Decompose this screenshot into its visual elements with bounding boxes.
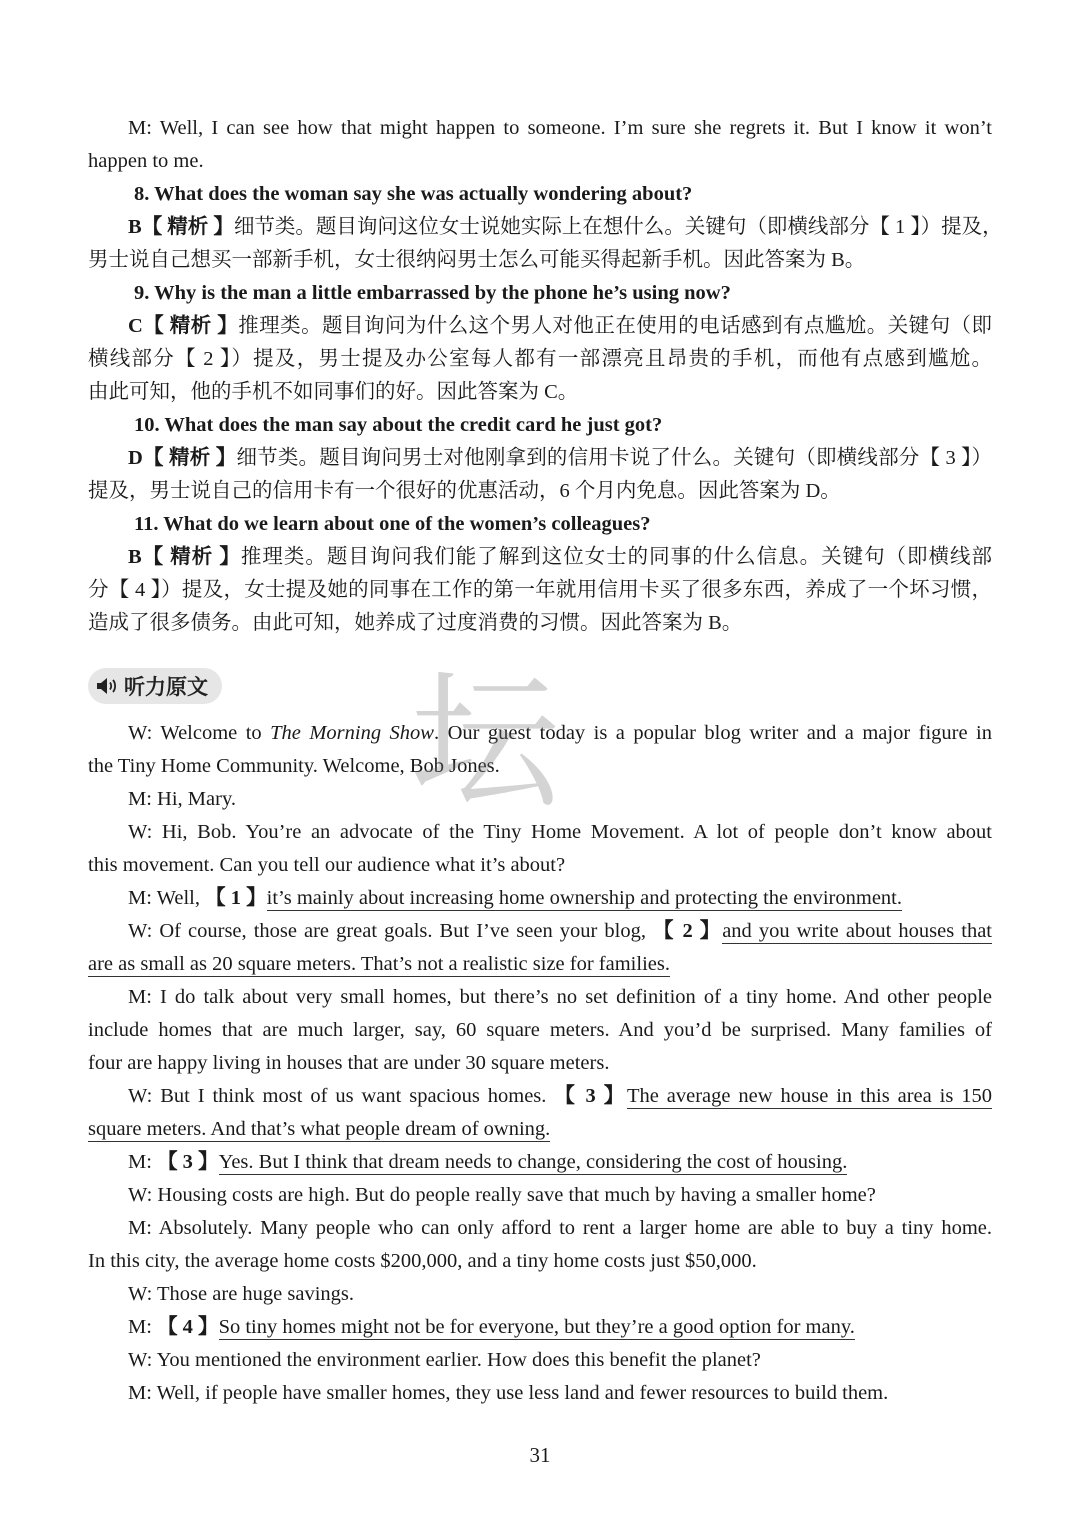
key-sentence: Yes. But I think that dream needs to change, considering the cost of housing.	[218, 1151, 848, 1173]
analysis-tag: 【 精析 】	[142, 447, 237, 469]
transcript-line	[88, 1113, 992, 1146]
answer-letter: D	[128, 447, 143, 469]
transcript-line: M: I do talk about very small homes, but there’s no set definition of a tiny home. And other people	[128, 986, 992, 1008]
transcript-line: this movement. Can you tell our audience what it’s about?	[88, 854, 566, 876]
transcript-line: happen to me.	[88, 150, 204, 172]
answer-8-line	[88, 211, 1003, 244]
key-marker-4: 【 4 】	[157, 1316, 219, 1338]
analysis-text: 细节类。题目询问这位女士说她实际上在想什么。关键句（即横线部分【 1 】）提及，	[233, 216, 1003, 238]
answer-letter: B	[128, 546, 142, 568]
section-header	[88, 668, 222, 704]
transcript-line: W: Those are huge savings.	[128, 1283, 355, 1305]
transcript-line: include homes that are much larger, say, 60 square meters. And you’d be surprised. Many families of	[88, 1019, 992, 1041]
question-10: 10. What does the man say about the credit card he just got?	[134, 414, 663, 436]
key-sentence: it’s mainly about increasing home ownership and protecting the environment.	[266, 887, 902, 909]
text: W: Of course, those are great goals. But I’ve seen your blog,	[128, 920, 653, 942]
speaker-icon	[96, 676, 118, 696]
analysis-text: 推理类。题目询问我们能了解到这位女士的同事的什么信息。关键句（即横线部	[240, 546, 993, 568]
question-8: 8. What does the woman say she was actually wondering about?	[134, 183, 693, 205]
transcript-line	[88, 1311, 992, 1344]
transcript-line: M: Well, if people have smaller homes, they use less land and fewer resources to build them.	[128, 1382, 889, 1404]
key-marker-2: 【 2 】	[653, 920, 723, 942]
transcript-line: M: Absolutely. Many people who can only afford to rent a larger home are able to buy a tiny home.	[128, 1217, 992, 1239]
text: W: Welcome to	[128, 722, 271, 744]
answer-10-line: 提及，男士说自己的信用卡有一个很好的优惠活动，6 个月内免息。因此答案为 D。	[88, 480, 841, 502]
transcript-line	[88, 1146, 992, 1179]
section-title: 听力原文	[124, 675, 208, 699]
page-number: 31	[529, 1443, 551, 1467]
key-sentence: square meters. And that’s what people dream of owning.	[88, 1118, 551, 1140]
text: M:	[128, 1316, 158, 1338]
key-sentence: are as small as 20 square meters. That’s not a realistic size for families.	[88, 953, 670, 975]
answer-11-line: 造成了很多债务。由此可知，她养成了过度消费的习惯。因此答案为 B。	[88, 612, 743, 634]
transcript-line: the Tiny Home Community. Welcome, Bob Jones.	[88, 755, 500, 777]
text: . Our guest today is a popular blog writer and a major figure in	[433, 722, 992, 744]
key-marker-3: 【 3 】	[157, 1151, 219, 1173]
answer-9-line: 横线部分【 2 】）提及，男士提及办公室每人都有一部漂亮且昂贵的手机，而他有点感到尴尬。	[88, 348, 992, 370]
question-11: 11. What do we learn about one of the women’s colleagues?	[134, 513, 651, 535]
answer-letter: C	[128, 315, 143, 337]
analysis-tag: 【 精析 】	[141, 546, 241, 568]
answer-11-line: 分【 4 】）提及，女士提及她的同事在工作的第一年就用信用卡买了很多东西，养成了一个坏习惯，	[88, 579, 992, 601]
key-sentence: The average new house in this area is 150	[626, 1085, 993, 1107]
transcript-line: W: You mentioned the environment earlier. How does this benefit the planet?	[128, 1349, 761, 1371]
transcript-line	[88, 882, 992, 915]
transcript-line: M: Well, I can see how that might happen to someone. I’m sure she regrets it. But I know it won’t	[128, 117, 992, 139]
text: W: But I think most of us want spacious homes.	[128, 1085, 555, 1107]
key-marker-1: 【 1 】	[205, 887, 267, 909]
transcript-line: W: Housing costs are high. But do people really save that much by having a smaller home?	[128, 1184, 876, 1206]
transcript-line	[88, 717, 992, 750]
transcript-line: M: Hi, Mary.	[128, 788, 236, 810]
text: M: Well,	[128, 887, 206, 909]
analysis-tag: 【 精析 】	[141, 216, 234, 238]
answer-11-line	[88, 541, 992, 574]
answer-letter: B	[128, 216, 142, 238]
analysis-text: 推理类。题目询问为什么这个男人对他正在使用的电话感到有点尴尬。关键句（即	[238, 315, 992, 337]
key-sentence: So tiny homes might not be for everyone, but they’re a good option for many.	[218, 1316, 855, 1338]
answer-9-line	[88, 310, 992, 343]
analysis-text: 细节类。题目询问男士对他刚拿到的信用卡说了什么。关键句（即横线部分【 3 】）	[236, 447, 993, 469]
transcript-line: W: Hi, Bob. You’re an advocate of the Tiny Home Movement. A lot of people don’t know about	[128, 821, 992, 843]
transcript-line: In this city, the average home costs $200,000, and a tiny home costs just $50,000.	[88, 1250, 757, 1272]
analysis-tag: 【 精析 】	[142, 315, 239, 337]
transcript-line: four are happy living in houses that are under 30 square meters.	[88, 1052, 610, 1074]
answer-9-line: 由此可知，他的手机不如同事们的好。因此答案为 C。	[88, 381, 579, 403]
transcript-line	[88, 915, 992, 948]
watermark: 坛	[410, 656, 561, 830]
answer-10-line	[88, 442, 992, 475]
answer-8-line: 男士说自己想买一部新手机，女士很纳闷男士怎么可能买得起新手机。因此答案为 B。	[88, 249, 866, 271]
key-marker-3: 【 3 】	[554, 1085, 627, 1107]
text: M:	[128, 1151, 158, 1173]
transcript-line	[88, 948, 992, 981]
question-9: 9. Why is the man a little embarrassed by the phone he’s using now?	[134, 282, 731, 304]
show-title: The Morning Show	[270, 722, 434, 744]
transcript-line	[88, 1080, 992, 1113]
key-sentence: and you write about houses that	[722, 920, 993, 942]
